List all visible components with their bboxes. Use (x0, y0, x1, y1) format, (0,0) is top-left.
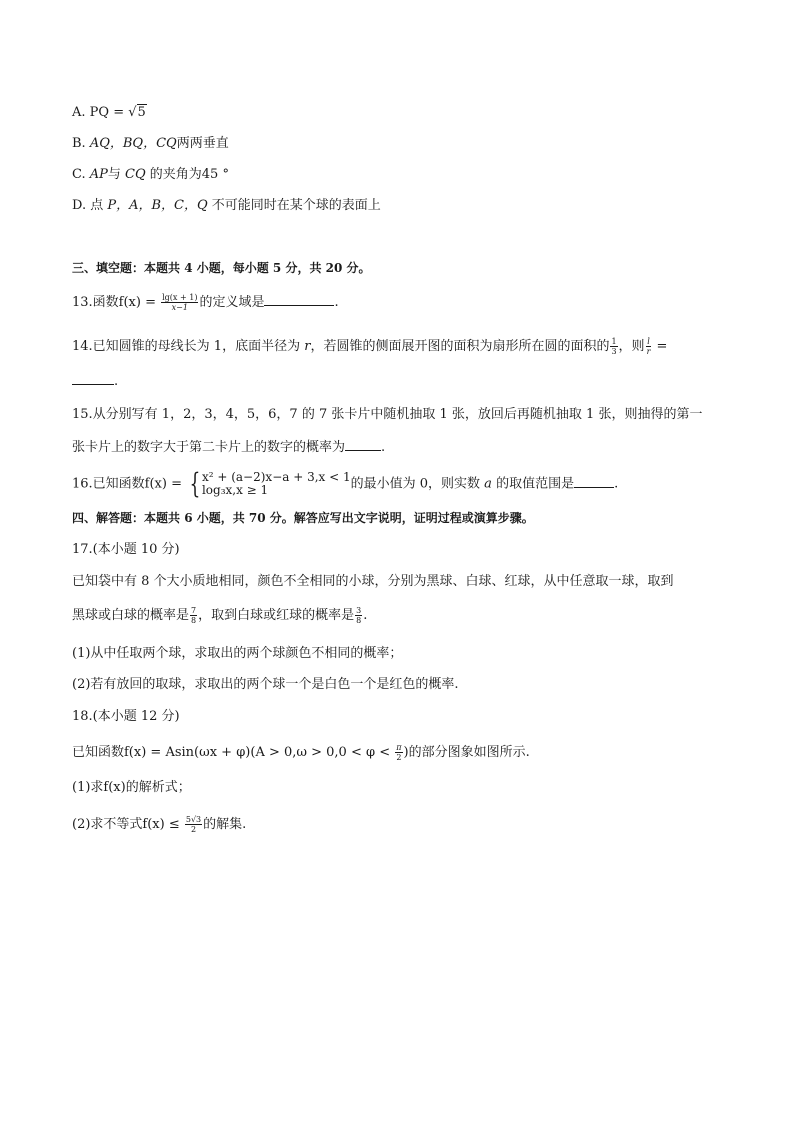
fraction: $\frac{3}{8}$ (356, 606, 362, 625)
brace-symbol: { (189, 467, 201, 500)
answer-blank (72, 372, 114, 385)
question-17-title: 17.(本小题 10 分) (72, 542, 180, 557)
fraction: $\frac{l}{r}$ (646, 337, 651, 356)
question-18-part1: (1)求f(x)的解析式； (72, 780, 191, 795)
fraction: $\frac{\lg(x + 1)}{x-1}$ (162, 293, 198, 312)
option-b: B. AQ，BQ，CQ两两垂直 (72, 136, 229, 151)
fraction: $\frac{\pi}{2}$ (396, 743, 402, 762)
question-14: 14.已知圆锥的母线长为 1，底面半径为 r，若圆锥的侧面展开图的面积为扇形所在圆的面积的 $\frac{1}{3}$ ，则 $\frac{l}{r}$ = (72, 337, 668, 356)
question-14-answer: . (72, 372, 118, 391)
answer-blank (574, 475, 614, 488)
question-17-line1: 已知袋中有 8 个大小质地相同，颜色不全相同的小球，分别为黑球、白球、红球，从中任意取一球，取到 (72, 574, 674, 589)
section4-heading: 四、解答题：本题共 6 小题，共 70 分。解答应写出文字说明，证明过程或演算步骤。 (72, 511, 534, 525)
question-18-title: 18.(本小题 12 分) (72, 709, 180, 724)
question-18-line1: 已知函数f(x) = Asin(ωx + φ)(A > 0,ω > 0,0 < φ < $\frac{\pi}{2}$ )的部分图象如图所示. (72, 743, 530, 762)
option-c: C. AP与 CQ 的夹角为45 ° (72, 167, 229, 182)
question-17-line2: 黑球或白球的概率是 $\frac{7}{8}$ ，取到白球或红球的概率是 $\frac{3}{8}$ . (72, 606, 368, 625)
sqrt-symbol: √5 (128, 105, 146, 120)
question-15-line1: 15.从分别写有 1，2，3，4，5，6，7 的 7 张卡片中随机抽取 1 张，放回后再随机抽取 1 张，则抽得的第一 (72, 407, 703, 422)
question-13: 13.函数f(x) = $\frac{\lg(x + 1)}{x-1}$ 的定义域是 . (72, 293, 339, 312)
question-16: 16.已知函数f(x) = { x² + (a−2)x−a + 3,x < 1 log₃x,x ≥ 1 的最小值为 0，则实数 a 的取值范围是 . (72, 467, 619, 500)
answer-blank (345, 438, 381, 451)
question-17-part2: (2)若有放回的取球，求取出的两个球一个是白色一个是红色的概率. (72, 677, 459, 692)
section3-heading: 三、填空题：本题共 4 小题，每小题 5 分，共 20 分。 (72, 261, 371, 275)
fraction: $\frac{7}{8}$ (191, 606, 197, 625)
piecewise: { x² + (a−2)x−a + 3,x < 1 log₃x,x ≥ 1 (189, 467, 351, 500)
question-17-part1: (1)从中任取两个球，求取出的两个球颜色不相同的概率； (72, 646, 403, 661)
option-d: D. 点 P，A，B，C，Q 不可能同时在某个球的表面上 (72, 198, 381, 213)
fraction: $\frac{1}{3}$ (611, 337, 617, 356)
answer-blank (264, 293, 334, 306)
fraction: $\frac{5√3}{2}$ (185, 815, 202, 834)
question-15-line2: 张卡片上的数字大于第二卡片上的数字的概率为 . (72, 440, 386, 455)
question-18-part2: (2)求不等式f(x) ≤ $\frac{5√3}{2}$ 的解集. (72, 815, 247, 834)
option-a: A. PQ = √5 (72, 105, 146, 120)
